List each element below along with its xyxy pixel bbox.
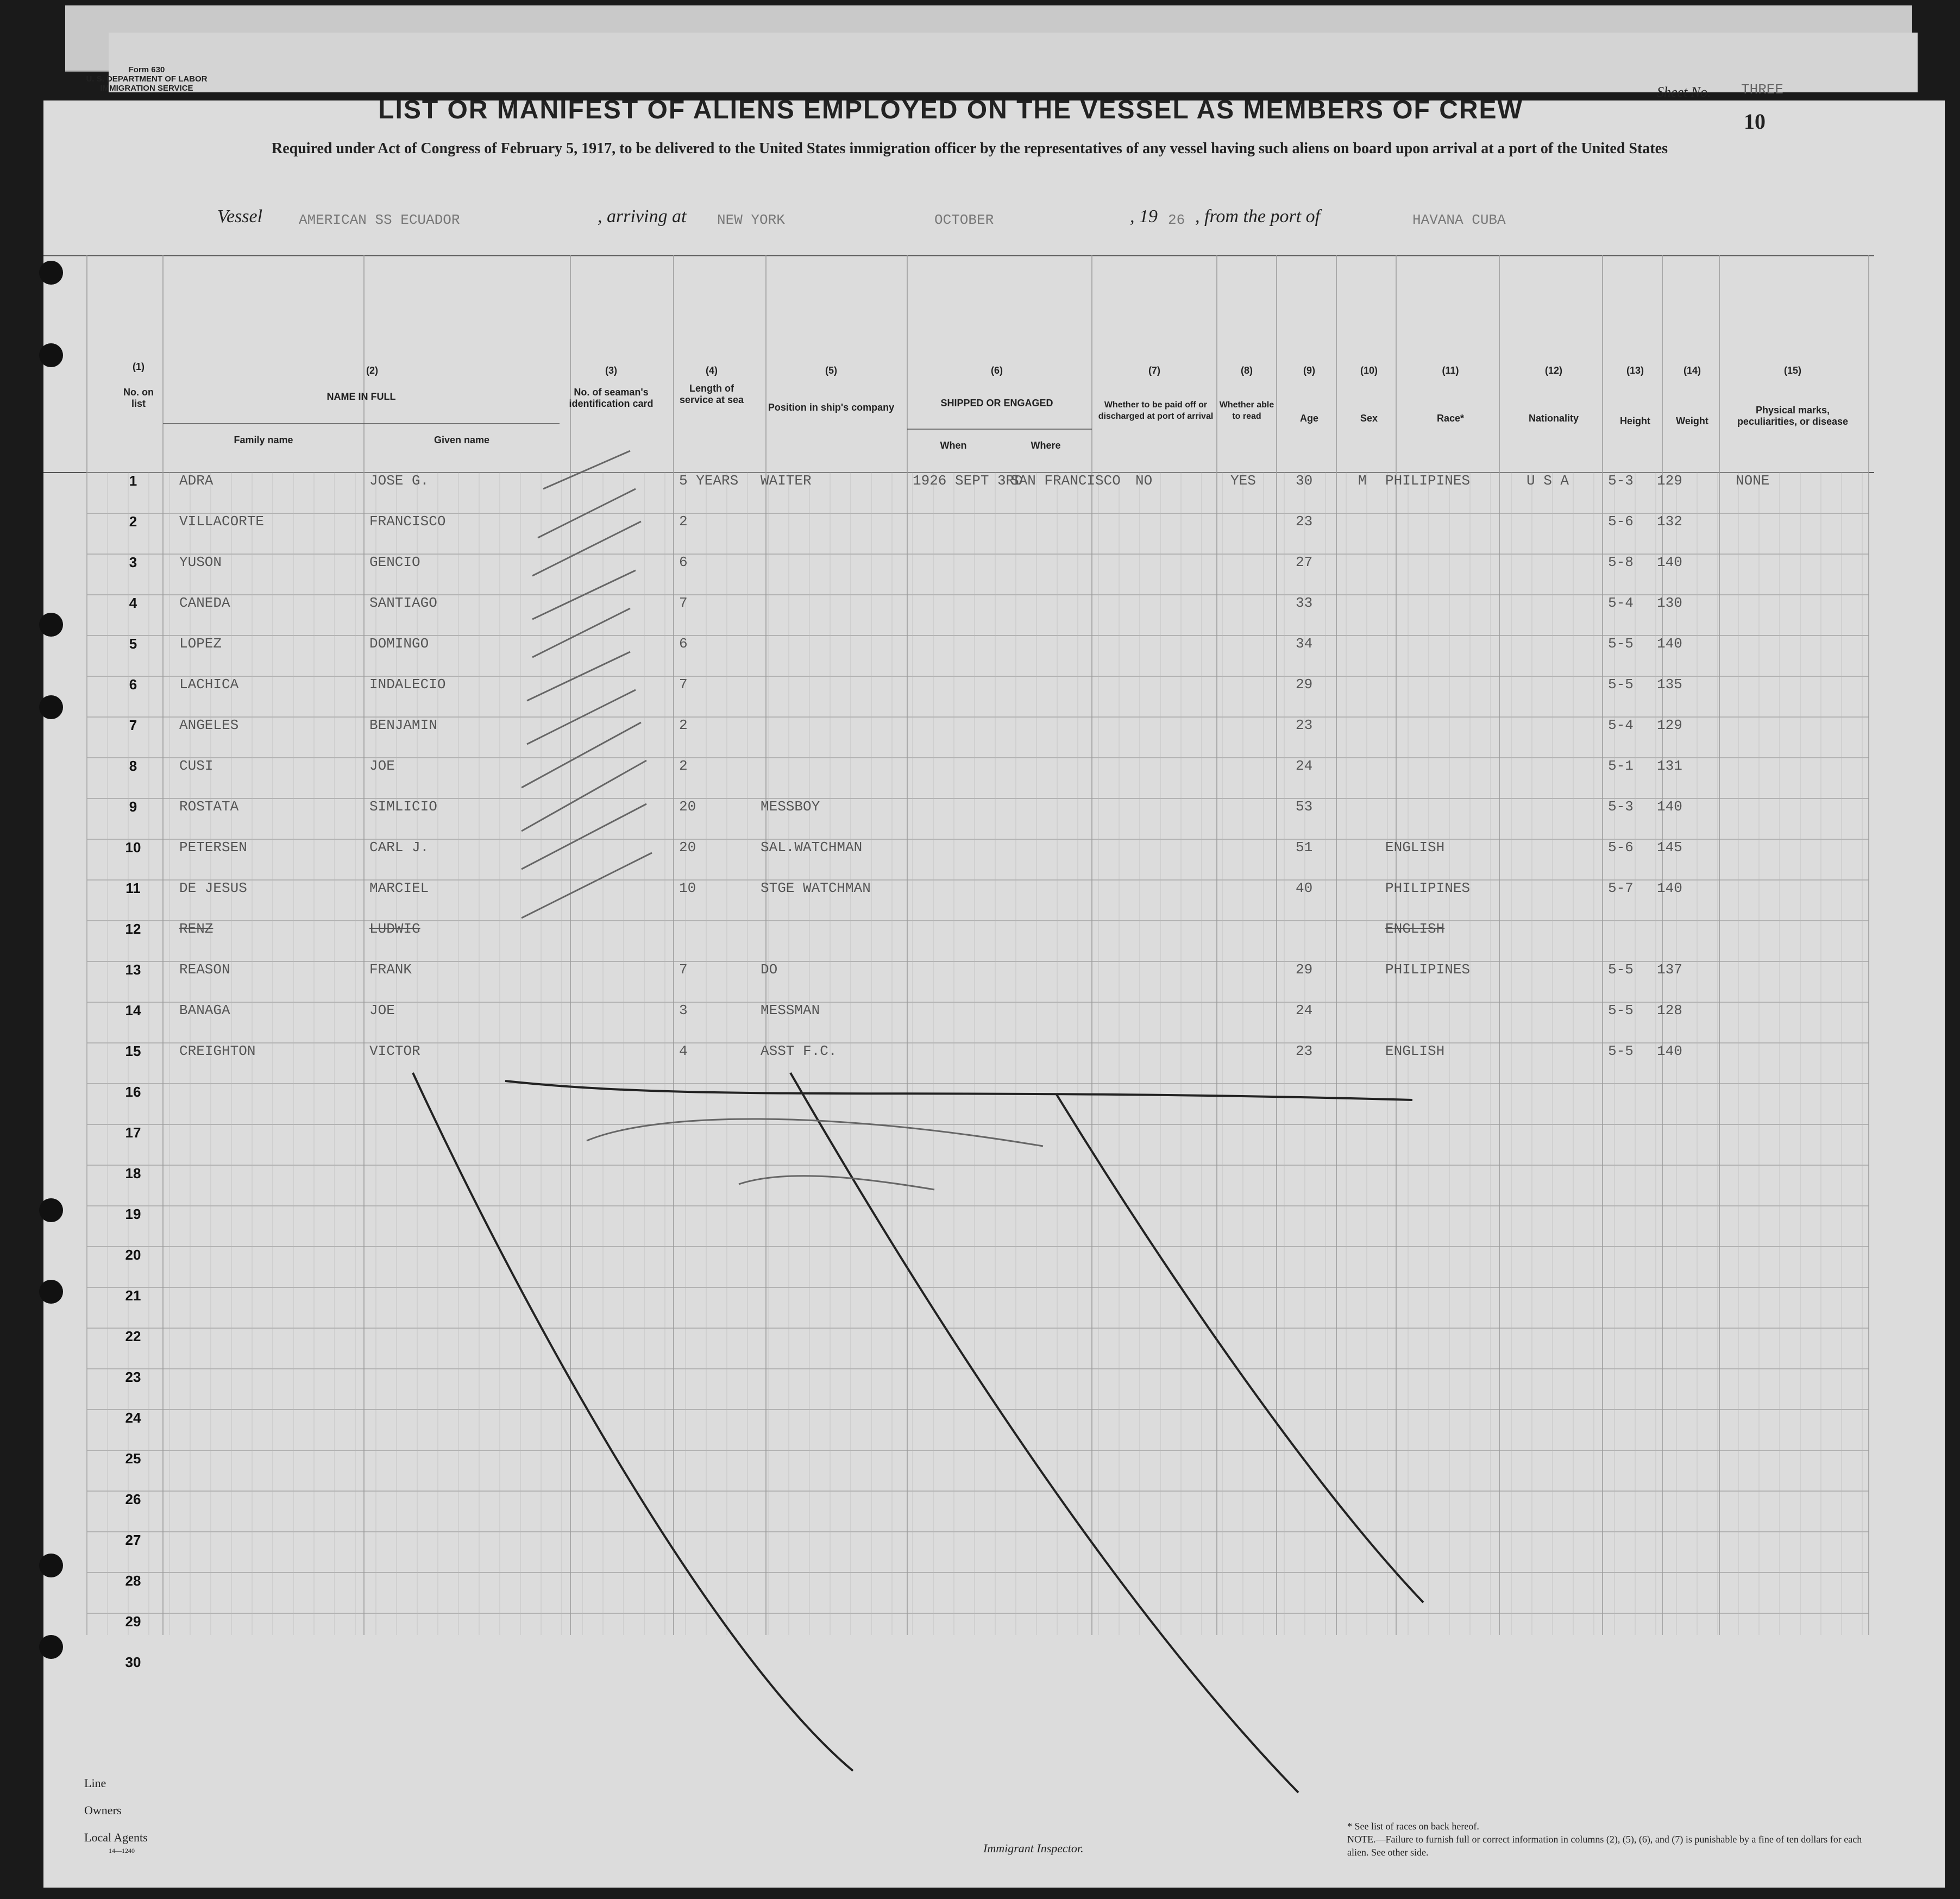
cell-family: ANGELES: [179, 717, 239, 733]
row-number: 25: [125, 1450, 141, 1467]
cell-given: MARCIEL: [369, 880, 429, 896]
col7-num: (7): [1148, 365, 1160, 376]
vessel-label: Vessel: [217, 206, 263, 227]
row-number: 26: [125, 1491, 141, 1507]
header-no-on-list: No. on list: [123, 387, 154, 409]
year-prefix: , 19: [1130, 206, 1158, 227]
cell-where: SAN FRANCISCO: [1010, 473, 1121, 489]
footer-owners-label: Owners: [84, 1803, 122, 1817]
cell-race: ENGLISH: [1385, 839, 1445, 856]
cell-weight: 137: [1657, 961, 1682, 978]
row-number: 16: [125, 1084, 141, 1100]
cell-given: CARL J.: [369, 839, 429, 856]
cell-given: JOSE G.: [369, 473, 429, 489]
cell-marks: NONE: [1736, 473, 1770, 489]
cell-position: WAITER: [761, 473, 812, 489]
from-label: , from the port of: [1195, 206, 1321, 227]
cell-service: 10: [679, 880, 696, 896]
cell-given: SANTIAGO: [369, 595, 437, 611]
cell-service: 6: [679, 554, 688, 570]
cell-height: 5-8: [1608, 554, 1634, 570]
cancel-stroke: [1057, 1095, 1423, 1602]
cell-age: 27: [1296, 554, 1313, 570]
cancel-stroke: [413, 1073, 853, 1771]
cell-position: MESSMAN: [761, 1002, 820, 1018]
row-number: 15: [125, 1043, 141, 1059]
cell-given: VICTOR: [369, 1043, 420, 1059]
row-number: 22: [125, 1328, 141, 1344]
cell-weight: 128: [1657, 1002, 1682, 1018]
header-sex: Sex: [1360, 413, 1378, 424]
row-number: 2: [129, 513, 137, 530]
row-number: 9: [129, 798, 137, 815]
cell-service: 20: [679, 839, 696, 856]
cell-weight: 140: [1657, 554, 1682, 570]
row-number: 21: [125, 1287, 141, 1304]
col2-num: (2): [366, 365, 378, 376]
cell-weight: 140: [1657, 1043, 1682, 1059]
row-number: 11: [125, 880, 141, 896]
cell-when: 1926 SEPT 3RD: [913, 473, 1023, 489]
department: U. S. DEPARTMENT OF LABOR: [86, 74, 208, 84]
cell-family: CANEDA: [179, 595, 230, 611]
row-number: 27: [125, 1532, 141, 1548]
col3-num: (3): [605, 365, 617, 376]
arrival-year: 26: [1168, 212, 1185, 228]
cell-height: 5-5: [1608, 1002, 1634, 1018]
cell-given: DOMINGO: [369, 636, 429, 652]
cell-sex: M: [1358, 473, 1367, 489]
col13-num: (13): [1626, 365, 1644, 376]
cell-height: 5-5: [1608, 676, 1634, 693]
row-number: 7: [129, 717, 137, 733]
row-number: 14: [125, 1002, 141, 1018]
row-number: 18: [125, 1165, 141, 1181]
header-given-name: Given name: [434, 435, 490, 445]
cell-family: PETERSEN: [179, 839, 247, 856]
cell-service: 2: [679, 513, 688, 530]
cell-service: 2: [679, 758, 688, 774]
cell-weight: 140: [1657, 880, 1682, 896]
cell-age: 53: [1296, 798, 1313, 815]
header-paid-off: Whether to be paid off or discharged at port of arrival: [1098, 400, 1214, 421]
cell-height: 5-4: [1608, 595, 1634, 611]
col11-num: (11): [1442, 365, 1459, 376]
cell-service: 7: [679, 961, 688, 978]
cell-position: ASST F.C.: [761, 1043, 837, 1059]
row-number: 3: [129, 554, 137, 570]
col10-num: (10): [1360, 365, 1378, 376]
cell-race: ENGLISH: [1385, 921, 1445, 937]
cell-height: 5-6: [1608, 513, 1634, 530]
row-number: 1: [129, 473, 137, 489]
col6-num: (6): [991, 365, 1003, 376]
col12-num: (12): [1544, 365, 1562, 376]
cell-family: REASON: [179, 961, 230, 978]
cell-given: SIMLICIO: [369, 798, 437, 815]
footer-inspector-label: Immigrant Inspector.: [983, 1841, 1084, 1855]
row-number: 17: [125, 1124, 141, 1141]
cell-read: YES: [1230, 473, 1256, 489]
cell-age: 24: [1296, 1002, 1313, 1018]
row-number: 10: [125, 839, 141, 856]
service: IMMIGRATION SERVICE: [100, 84, 193, 93]
cell-family: LACHICA: [179, 676, 239, 693]
row-number: 12: [125, 921, 141, 937]
cell-family: VILLACORTE: [179, 513, 265, 530]
cell-weight: 135: [1657, 676, 1682, 693]
cell-family: ROSTATA: [179, 798, 239, 815]
cell-given: JOE: [369, 758, 395, 774]
row-number: 6: [129, 676, 137, 693]
cell-weight: 129: [1657, 717, 1682, 733]
cell-position: DO: [761, 961, 778, 978]
cell-service: 20: [679, 798, 696, 815]
cell-race: PHILIPINES: [1385, 473, 1471, 489]
cell-given: INDALECIO: [369, 676, 446, 693]
sheet-label: Sheet No.: [1657, 84, 1711, 100]
cell-height: 5-1: [1608, 758, 1634, 774]
cell-age: 33: [1296, 595, 1313, 611]
cell-race: ENGLISH: [1385, 1043, 1445, 1059]
footer-note-races: * See list of races on back hereof.: [1347, 1821, 1479, 1832]
cell-family: BANAGA: [179, 1002, 230, 1018]
form-number: Form 630: [128, 65, 165, 74]
cell-age: 51: [1296, 839, 1313, 856]
cell-height: 5-5: [1608, 1043, 1634, 1059]
footer-note-fine: NOTE.—Failure to furnish full or correct information in columns (2), (5), (6), and (7) is punishable by a fine of ten dollars for each alien. See other side.: [1347, 1834, 1862, 1858]
col15-num: (15): [1783, 365, 1801, 376]
subtitle: Required under Act of Congress of February 5, 1917, to be delivered to the United States immigration officer by the representatives of any vessel having such aliens on board upon arrival at a port of the United States: [272, 140, 1668, 157]
cell-race: PHILIPINES: [1385, 880, 1471, 896]
cell-weight: 140: [1657, 636, 1682, 652]
cell-family: LOPEZ: [179, 636, 222, 652]
cell-height: 5-4: [1608, 717, 1634, 733]
cell-paid: NO: [1135, 473, 1153, 489]
cell-age: 23: [1296, 717, 1313, 733]
cell-nat: U S A: [1526, 473, 1569, 489]
header-position: Position in ship's company: [768, 402, 895, 413]
cell-height: 5-5: [1608, 636, 1634, 652]
cell-position: STGE WATCHMAN: [761, 880, 871, 896]
cell-position: SAL.WATCHMAN: [761, 839, 863, 856]
cell-family: DE JESUS: [179, 880, 247, 896]
footer-notes: [1347, 1820, 1863, 1859]
cell-weight: 129: [1657, 473, 1682, 489]
row-number: 28: [125, 1573, 141, 1589]
page-title: LIST OR MANIFEST OF ALIENS EMPLOYED ON THE VESSEL AS MEMBERS OF CREW: [378, 96, 1523, 124]
cell-given: FRANK: [369, 961, 412, 978]
header-age: Age: [1299, 413, 1318, 424]
cell-age: 34: [1296, 636, 1313, 652]
cell-family: YUSON: [179, 554, 222, 570]
header-weight: Weight: [1676, 416, 1708, 426]
cell-age: 29: [1296, 676, 1313, 693]
row-number: 24: [125, 1410, 141, 1426]
cell-age: 29: [1296, 961, 1313, 978]
col14-num: (14): [1683, 365, 1701, 376]
cell-family: ADRA: [179, 473, 213, 489]
vessel-name: AMERICAN SS ECUADOR: [299, 212, 460, 228]
row-number: 4: [129, 595, 137, 611]
footer-agents-label: Local Agents: [84, 1831, 148, 1844]
cell-given: LUDWIG: [369, 921, 420, 937]
cell-service: 6: [679, 636, 688, 652]
col5-num: (5): [825, 365, 837, 376]
footer-line-label: Line: [84, 1776, 106, 1790]
cell-family: CREIGHTON: [179, 1043, 256, 1059]
cell-weight: 130: [1657, 595, 1682, 611]
row-number: 29: [125, 1613, 141, 1630]
cell-race: PHILIPINES: [1385, 961, 1471, 978]
header-race: Race*: [1436, 413, 1465, 424]
cell-weight: 145: [1657, 839, 1682, 856]
cell-position: MESSBOY: [761, 798, 820, 815]
cell-weight: 131: [1657, 758, 1682, 774]
check-marks: [522, 451, 652, 918]
col4-num: (4): [706, 365, 718, 376]
cell-weight: 140: [1657, 798, 1682, 815]
cell-service: 7: [679, 595, 688, 611]
header-physical-marks: Physical marks, peculiarities, or disease: [1737, 405, 1849, 427]
header-family-name: Family name: [234, 435, 293, 445]
row-number: 30: [125, 1654, 141, 1670]
cell-family: CUSI: [179, 758, 213, 774]
cell-service: 3: [679, 1002, 688, 1018]
departure-port: HAVANA CUBA: [1412, 212, 1506, 228]
cell-given: JOE: [369, 1002, 395, 1018]
footer-form-code: 14—1240: [109, 1847, 135, 1854]
row-number: 20: [125, 1247, 141, 1263]
cancel-stroke: [790, 1073, 1298, 1793]
header-height: Height: [1620, 416, 1650, 426]
header-nationality: Nationality: [1528, 413, 1579, 424]
cell-service: 7: [679, 676, 688, 693]
header-id-card: No. of seaman's identification card: [569, 387, 654, 409]
arrival-month: OCTOBER: [934, 212, 994, 228]
cell-height: 5-3: [1608, 798, 1634, 815]
cell-service: 2: [679, 717, 688, 733]
cell-given: GENCIO: [369, 554, 420, 570]
cell-age: 23: [1296, 1043, 1313, 1059]
cell-age: 23: [1296, 513, 1313, 530]
row-number: 19: [125, 1206, 141, 1222]
sheet-number: 10: [1744, 109, 1766, 134]
cell-height: 5-3: [1608, 473, 1634, 489]
cell-age: 40: [1296, 880, 1313, 896]
cell-age: 30: [1296, 473, 1313, 489]
header-able-to-read: Whether able to read: [1219, 400, 1274, 421]
arriving-label: , arriving at: [598, 206, 687, 227]
header-length-service: Length of service at sea: [679, 383, 744, 405]
header-name-in-full: NAME IN FULL: [326, 391, 396, 402]
header-when: When: [940, 440, 967, 451]
cell-age: 24: [1296, 758, 1313, 774]
cell-weight: 132: [1657, 513, 1682, 530]
cell-height: 5-6: [1608, 839, 1634, 856]
col8-num: (8): [1241, 365, 1253, 376]
col9-num: (9): [1303, 365, 1315, 376]
cell-family: RENZ: [179, 921, 213, 937]
cell-given: FRANCISCO: [369, 513, 446, 530]
row-number: 8: [129, 758, 137, 774]
row-number: 5: [129, 636, 137, 652]
row-number: 23: [125, 1369, 141, 1385]
inspector-signature: [587, 1119, 1043, 1190]
cell-height: 5-7: [1608, 880, 1634, 896]
end-of-list-wave: [505, 1081, 1412, 1100]
header-where: Where: [1031, 440, 1061, 451]
cell-given: BENJAMIN: [369, 717, 437, 733]
cell-height: 5-5: [1608, 961, 1634, 978]
col1-num: (1): [133, 361, 145, 372]
cell-service: 4: [679, 1043, 688, 1059]
sheet-value: THREE: [1741, 81, 1784, 98]
header-shipped: SHIPPED OR ENGAGED: [940, 398, 1053, 408]
row-number: 13: [125, 961, 141, 978]
arrival-port: NEW YORK: [717, 212, 785, 228]
cell-service: 5 YEARS: [679, 473, 739, 489]
